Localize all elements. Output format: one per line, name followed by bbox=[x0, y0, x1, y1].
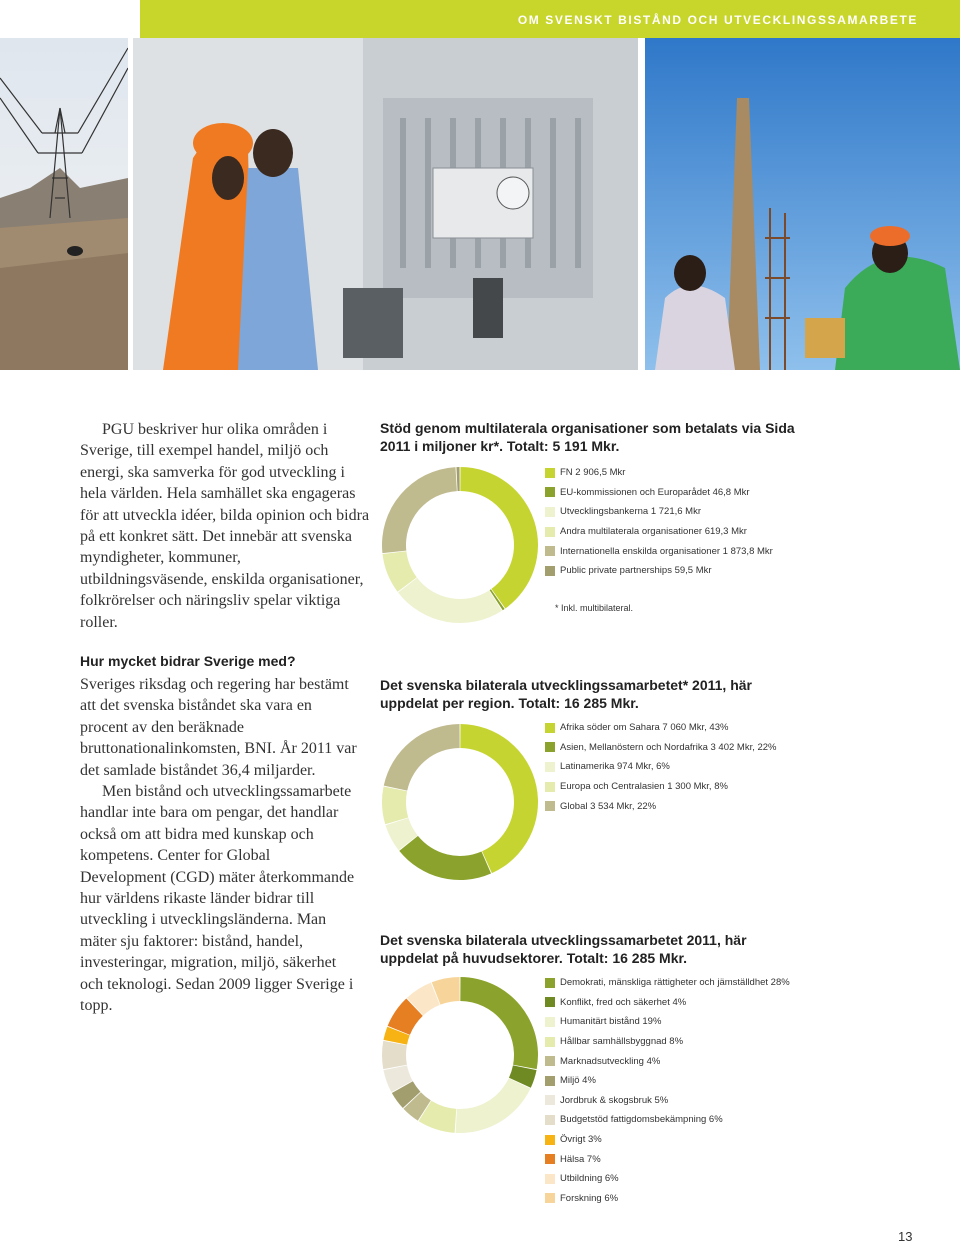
chart-3-donut bbox=[380, 975, 540, 1135]
chart-3-legend-item bbox=[545, 1051, 790, 1071]
chart-3-legend-item bbox=[545, 1032, 790, 1052]
legend-label: Asien, Mellanöstern och Nordafrika 3 402 Mkr, 22% bbox=[560, 741, 777, 753]
legend-swatch bbox=[545, 1174, 555, 1184]
chart-3-slice-1 bbox=[460, 977, 538, 1069]
legend-label: Internationella enskilda organisationer 1 873,8 Mkr bbox=[560, 545, 773, 557]
chart-3-title: Det svenska bilaterala utvecklingssamarbetet 2011, här uppdelat på huvudsektorer. Totalt: 16 285 Mkr. bbox=[380, 932, 747, 966]
legend-label: Konflikt, fred och säkerhet 4% bbox=[560, 996, 687, 1008]
legend-swatch bbox=[545, 1056, 555, 1066]
legend-swatch bbox=[545, 1076, 555, 1086]
chart-2-legend-item bbox=[545, 777, 777, 797]
chart-2-slice-1 bbox=[460, 724, 538, 873]
legend-swatch bbox=[545, 1017, 555, 1027]
legend-label: Forskning 6% bbox=[560, 1192, 619, 1204]
legend-label: Miljö 4% bbox=[560, 1075, 596, 1087]
intro-paragraph: PGU beskriver hur olika områden i Sverige, till exempel handel, miljö och energi, ska samverka för god utveckling i hela världen. Hela samhället ska engageras för att utveckla idéer, bilda opinion och bidra på ett konkret sätt. Det innebär att svenska myndigheter, kommuner, utbildningsväsende, enskilda organisationer, folkrörelser och näringsliv spelar viktiga roller. bbox=[80, 421, 370, 631]
legend-swatch bbox=[545, 801, 555, 811]
legend-label: Jordbruk & skogsbruk 5% bbox=[560, 1094, 669, 1106]
chart-3-legend-item bbox=[545, 1012, 790, 1032]
legend-label: FN 2 906,5 Mkr bbox=[560, 467, 626, 479]
legend-label: Hållbar samhällsbyggnad 8% bbox=[560, 1036, 684, 1048]
legend-swatch bbox=[545, 782, 555, 792]
section-header-band bbox=[140, 0, 960, 38]
legend-label: Övrigt 3% bbox=[560, 1134, 602, 1146]
legend-swatch bbox=[545, 1095, 555, 1105]
legend-swatch bbox=[545, 1115, 555, 1125]
chart-3-legend-item bbox=[545, 973, 790, 993]
pole-workers-photo bbox=[645, 38, 960, 370]
section-title: OM SVENSKT BISTÅND OCH UTVECKLINGSSAMARBETE bbox=[517, 13, 918, 27]
legend-swatch bbox=[545, 997, 555, 1007]
chart-2-title: Det svenska bilaterala utvecklingssamarbetet* 2011, här uppdelat per region. Totalt: 16 285 Mkr. bbox=[380, 677, 752, 711]
chart-3-legend bbox=[545, 973, 790, 1208]
legend-swatch bbox=[545, 507, 555, 517]
chart-1-donut bbox=[380, 465, 540, 625]
chart-1-legend-item bbox=[545, 522, 773, 542]
chart-1-title: Stöd genom multilaterala organisationer som betalats via Sida 2011 i miljoner kr*. Totalt: 5 191 Mkr. bbox=[380, 420, 795, 454]
legend-swatch bbox=[545, 546, 555, 556]
chart-3-legend-item bbox=[545, 1169, 790, 1189]
article-body bbox=[80, 674, 360, 1017]
chart-1-footnote: * Inkl. multibilateral. bbox=[555, 603, 634, 613]
workers-transformer-photo bbox=[133, 38, 638, 370]
legend-label: EU-kommissionen och Europarådet 46,8 Mkr bbox=[560, 486, 750, 498]
legend-label: Utvecklingsbankerna 1 721,6 Mkr bbox=[560, 506, 701, 518]
legend-swatch bbox=[545, 762, 555, 772]
chart-3-slice-3 bbox=[456, 1078, 531, 1133]
legend-label: Demokrati, mänskliga rättigheter och jämställdhet 28% bbox=[560, 977, 790, 989]
article-heading: Hur mycket bidrar Sverige med? bbox=[80, 653, 296, 669]
legend-label: Budgetstöd fattigdomsbekämpning 6% bbox=[560, 1114, 723, 1126]
legend-label: Hälsa 7% bbox=[560, 1153, 601, 1165]
legend-label: Humanitärt bistånd 19% bbox=[560, 1016, 662, 1028]
chart-3-legend-item bbox=[545, 1071, 790, 1091]
chart-1-legend bbox=[545, 463, 773, 581]
article-paragraph-1: Sveriges riksdag och regering har bestämt att det svenska biståndet ska vara en procent av den beräknade bruttonationalinkomsten, BNI. År 2011 var det samlade biståndet 36,4 miljarder. bbox=[80, 676, 357, 779]
chart-2-slice-2 bbox=[399, 836, 491, 880]
chart-1-slice-1 bbox=[460, 467, 538, 608]
chart-2-legend-item bbox=[545, 738, 777, 758]
page-number: 13 bbox=[898, 1229, 913, 1244]
legend-swatch bbox=[545, 1037, 555, 1047]
chart-3-legend-item bbox=[545, 1110, 790, 1130]
chart-2-legend-item bbox=[545, 796, 777, 816]
legend-swatch bbox=[545, 468, 555, 478]
chart-1-slice-3 bbox=[398, 578, 502, 623]
legend-swatch bbox=[545, 1135, 555, 1145]
legend-label: Marknadsutveckling 4% bbox=[560, 1055, 661, 1067]
power-line-photo bbox=[0, 38, 128, 370]
chart-1-legend-item bbox=[545, 502, 773, 522]
chart-3-legend-item bbox=[545, 1149, 790, 1169]
chart-1-slice-5 bbox=[382, 467, 457, 553]
chart-2-legend bbox=[545, 718, 777, 816]
legend-swatch bbox=[545, 723, 555, 733]
chart-3-slice-8 bbox=[382, 1041, 407, 1069]
chart-1-legend-item bbox=[545, 561, 773, 581]
legend-label: Utbildning 6% bbox=[560, 1173, 619, 1185]
chart-3-legend-item bbox=[545, 993, 790, 1013]
legend-swatch bbox=[545, 1154, 555, 1164]
intro-text bbox=[80, 419, 370, 633]
legend-swatch bbox=[545, 487, 555, 497]
chart-1-slice-6 bbox=[456, 467, 459, 491]
legend-swatch bbox=[545, 742, 555, 752]
chart-2-legend-item bbox=[545, 718, 777, 738]
legend-swatch bbox=[545, 1193, 555, 1203]
chart-2-donut bbox=[380, 722, 540, 882]
chart-2-slice-4 bbox=[382, 787, 408, 825]
legend-swatch bbox=[545, 527, 555, 537]
chart-3-legend-item bbox=[545, 1130, 790, 1150]
chart-2-legend-item bbox=[545, 757, 777, 777]
legend-label: Afrika söder om Sahara 7 060 Mkr, 43% bbox=[560, 722, 729, 734]
article-paragraph-2: Men bistånd och utvecklingssamarbete handlar inte bara om pengar, det handlar också om att bidra med kunskap och kompetens. Center for Global Development (CGD) mäter återkommande hur världens rikaste länder bidrar till utveckling i utvecklingsländerna. Man mäter sju faktorer: bistånd, handel, investeringar, migration, miljö, säkerhet och teknologi. Sedan 2009 ligger Sverige i topp. bbox=[80, 783, 355, 1015]
legend-swatch bbox=[545, 978, 555, 988]
legend-label: Europa och Centralasien 1 300 Mkr, 8% bbox=[560, 781, 728, 793]
chart-3-legend-item bbox=[545, 1189, 790, 1209]
chart-1-legend-item bbox=[545, 483, 773, 503]
legend-label: Public private partnerships 59,5 Mkr bbox=[560, 565, 712, 577]
chart-1-legend-item bbox=[545, 541, 773, 561]
legend-label: Andra multilaterala organisationer 619,3 Mkr bbox=[560, 526, 747, 538]
legend-label: Latinamerika 974 Mkr, 6% bbox=[560, 761, 670, 773]
chart-1-legend-item bbox=[545, 463, 773, 483]
chart-2-slice-5 bbox=[384, 724, 460, 791]
legend-label: Global 3 534 Mkr, 22% bbox=[560, 800, 657, 812]
legend-swatch bbox=[545, 566, 555, 576]
chart-3-legend-item bbox=[545, 1091, 790, 1111]
